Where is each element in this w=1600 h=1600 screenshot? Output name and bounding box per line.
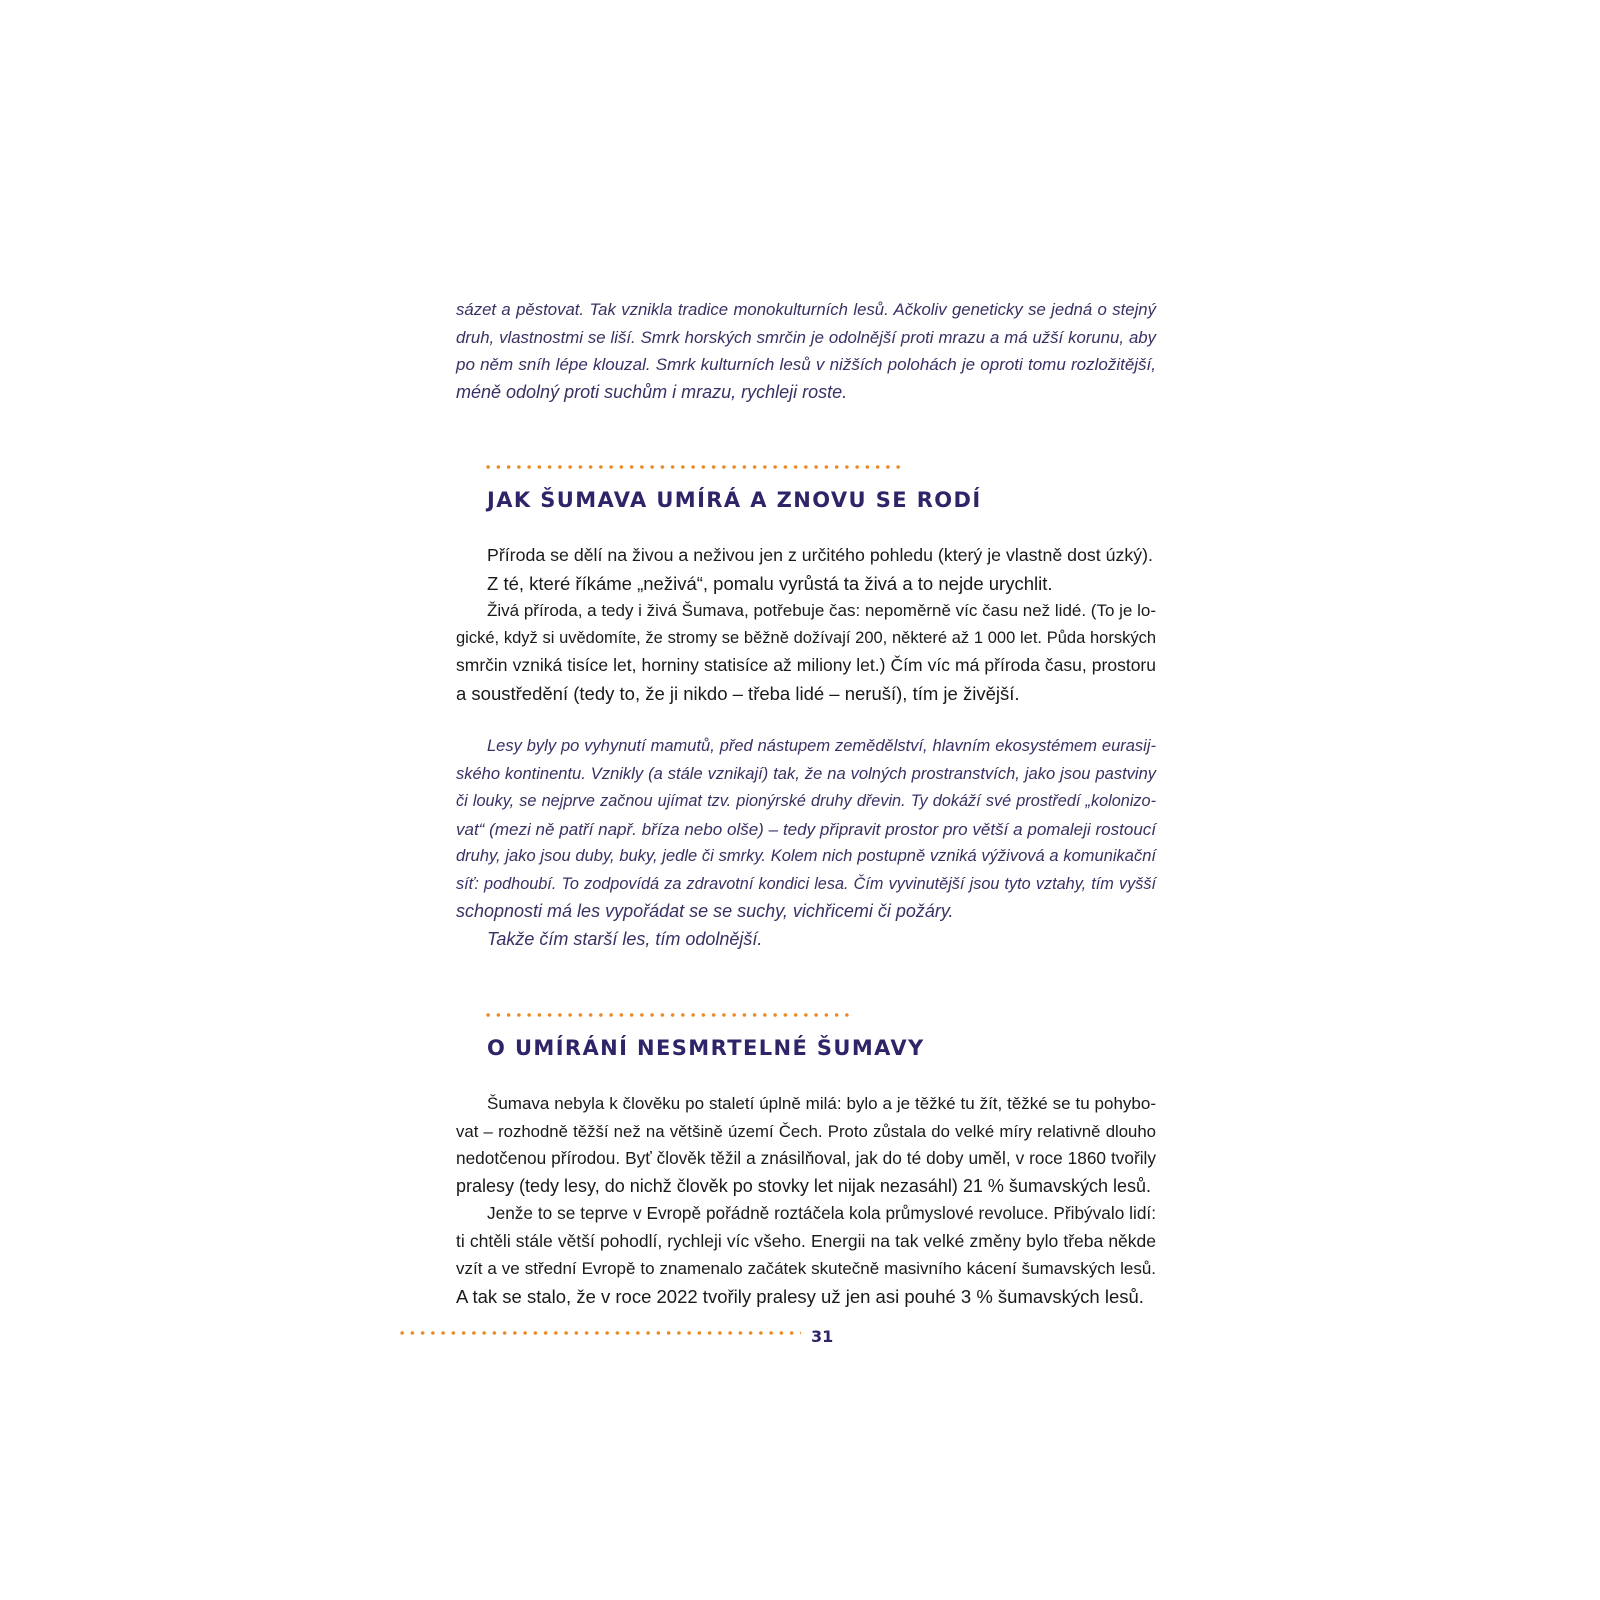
text-line: schopnosti má les vypořádat se se suchy, vichřicemi či požáry. (456, 901, 954, 921)
text-line: a soustředění (tedy to, že ji nikdo – třeba lidé – neruší), tím je živější. (456, 682, 1020, 704)
text-line: A tak se stalo, že v roce 2022 tvořily pralesy už jen asi pouhé 3 % šumavských lesů. (456, 1285, 1144, 1307)
text-line: ti chtěli stále větší pohodlí, rychleji víc všeho. Energii na tak velké změny bylo třeba někde (456, 1230, 1156, 1251)
text-line: Lesy byly po vyhynutí mamutů, před nástupem zemědělství, hlavním ekosystémem eurasij- (487, 737, 1156, 755)
dotted-divider (483, 464, 903, 470)
text-line: ského kontinentu. Vznikly (a stále vznikají) tak, že na volných prostranstvích, jako jsou pastviny (456, 764, 1156, 783)
text-line: Jenže to se teprve v Evropě pořádně roztáčela kola průmyslové revoluce. Přibývalo lidí: (487, 1203, 1156, 1223)
dotted-divider (483, 1012, 853, 1018)
section-body (456, 542, 1156, 707)
page-number: 31 (811, 1327, 834, 1346)
text-line: vat – rozhodně těžší než na většině území Čech. Proto zůstala do velké míry relativně dlouho (456, 1121, 1156, 1141)
text-line: Šumava nebyla k člověku po staletí úplně milá: bylo a je těžké tu žít, těžké se tu pohybo- (487, 1094, 1156, 1113)
text-line: méně odolný proti suchům i mrazu, rychleji roste. (456, 381, 848, 402)
text-line: pralesy (tedy lesy, do nichž člověk po stovky let nijak nezasáhl) 21 % šumavských lesů. (456, 1175, 1151, 1196)
text-line: Živá příroda, a tedy i živá Šumava, potřebuje čas: nepoměrně víc času než lidé. (To je lo- (487, 601, 1156, 620)
text-line: druh, vlastnostmi se liší. Smrk horských smrčin je odolnější proti mrazu a má užší korunu, aby (456, 327, 1156, 347)
text-line: gické, když si uvědomíte, že stromy se běžně dožívají 200, některé až 1 000 let. Půda horských (456, 628, 1156, 647)
text-line: smrčin vzniká tisíce let, horniny statisíce až miliony let.) Čím víc má příroda času, prostoru (456, 655, 1156, 675)
text-line: vat“ (mezi ně patří např. bříza nebo olše) – tedy připravit prostor pro větší a pomaleji rostoucí (456, 819, 1156, 839)
text-line: síť: podhoubí. To zodpovídá za zdravotní kondici lesa. Čím vyvinutější jsou tyto vztahy, tím vyšší (456, 874, 1156, 893)
text-line: či louky, se nejprve začnou ujímat tzv. pionýrské druhy dřevin. Ty dokáží své prostředí „kolonizo- (456, 792, 1156, 810)
text-line: Z té, které říkáme „neživá“, pomalu vyrůstá ta živá a to nejde urychlit. (487, 572, 1053, 594)
text-line: Takže čím starší les, tím odolnější. (487, 928, 763, 949)
italic-paragraph (456, 733, 1156, 953)
text-line: druhy, jako jsou duby, buky, jedle či smrky. Kolem nich postupně vzniká výživová a komunikační (456, 847, 1156, 865)
text-line: nedotčenou přírodou. Byť člověk těžil a znásilňoval, jak do té doby uměl, v roce 1860 tvořily (456, 1148, 1156, 1168)
text-line: Příroda se dělí na živou a neživou jen z určitého pohledu (který je vlastně dost úzký). (487, 545, 1153, 565)
text-line: vzít a ve střední Evropě to znamenalo začátek skutečně masivního kácení šumavských lesů. (456, 1259, 1156, 1278)
section-body (456, 1090, 1156, 1310)
text-line: sázet a pěstovat. Tak vznikla tradice monokulturních lesů. Ačkoliv geneticky se jedná o stejný (456, 300, 1156, 319)
footer-dotted-line (397, 1330, 801, 1336)
section-heading: JAK ŠUMAVA UMÍRÁ A ZNOVU SE RODÍ (487, 488, 982, 512)
text-line: po něm sníh lépe klouzal. Smrk kulturních lesů v nižších polohách je oproti tomu rozložitější, (456, 355, 1156, 374)
intro-italic-paragraph (456, 296, 1156, 406)
section-heading: O UMÍRÁNÍ NESMRTELNÉ ŠUMAVY (487, 1036, 925, 1060)
